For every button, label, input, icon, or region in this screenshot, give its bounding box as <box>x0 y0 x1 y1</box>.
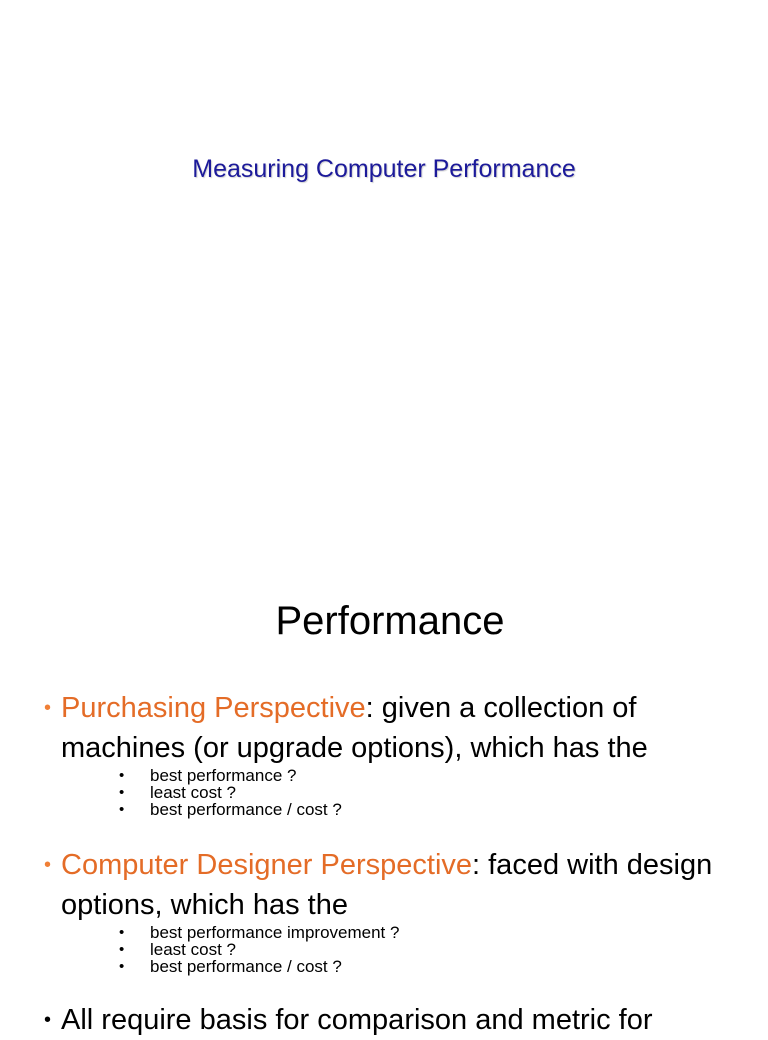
list-item <box>119 924 399 941</box>
bullet-all-require <box>44 1000 734 1040</box>
bullet-dot-icon: • <box>119 941 125 958</box>
bullet-purchasing-perspective <box>44 688 734 768</box>
list-item <box>119 767 342 784</box>
bullet-dot-icon: • <box>44 697 52 719</box>
bullet-dot-icon: • <box>44 1009 52 1031</box>
list-item <box>119 784 342 801</box>
bullet-highlight: Purchasing Perspective <box>61 692 366 724</box>
sub-item-text: best performance ? <box>150 766 297 785</box>
list-item <box>119 801 342 818</box>
bullet-dot-icon: • <box>44 854 52 876</box>
sub-item-text: best performance improvement ? <box>150 923 400 942</box>
bullet-dot-icon: • <box>119 958 125 975</box>
sub-item-text: best performance / cost ? <box>150 957 342 976</box>
sub-list-purchasing <box>119 767 342 818</box>
bullet-text: All require basis for comparison and metric for <box>61 1004 653 1036</box>
bullet-dot-icon: • <box>119 767 125 784</box>
sub-item-text: least cost ? <box>150 940 236 959</box>
bullet-text: : faced with design options, which has the <box>61 849 713 921</box>
slide-1-title: Measuring Computer Performance <box>192 155 576 183</box>
sub-item-text: least cost ? <box>150 783 236 802</box>
bullet-dot-icon: • <box>119 924 125 941</box>
sub-list-designer <box>119 924 399 975</box>
sub-item-text: best performance / cost ? <box>150 800 342 819</box>
bullet-highlight: Computer Designer Perspective <box>61 849 473 881</box>
bullet-dot-icon: • <box>119 784 125 801</box>
list-item <box>119 958 399 975</box>
slide-2-title: Performance <box>275 599 505 643</box>
bullet-dot-icon: • <box>119 801 125 818</box>
bullet-designer-perspective <box>44 845 734 925</box>
bullet-text: : given a collection of machines (or upgrade options), which has the <box>61 692 648 764</box>
list-item <box>119 941 399 958</box>
